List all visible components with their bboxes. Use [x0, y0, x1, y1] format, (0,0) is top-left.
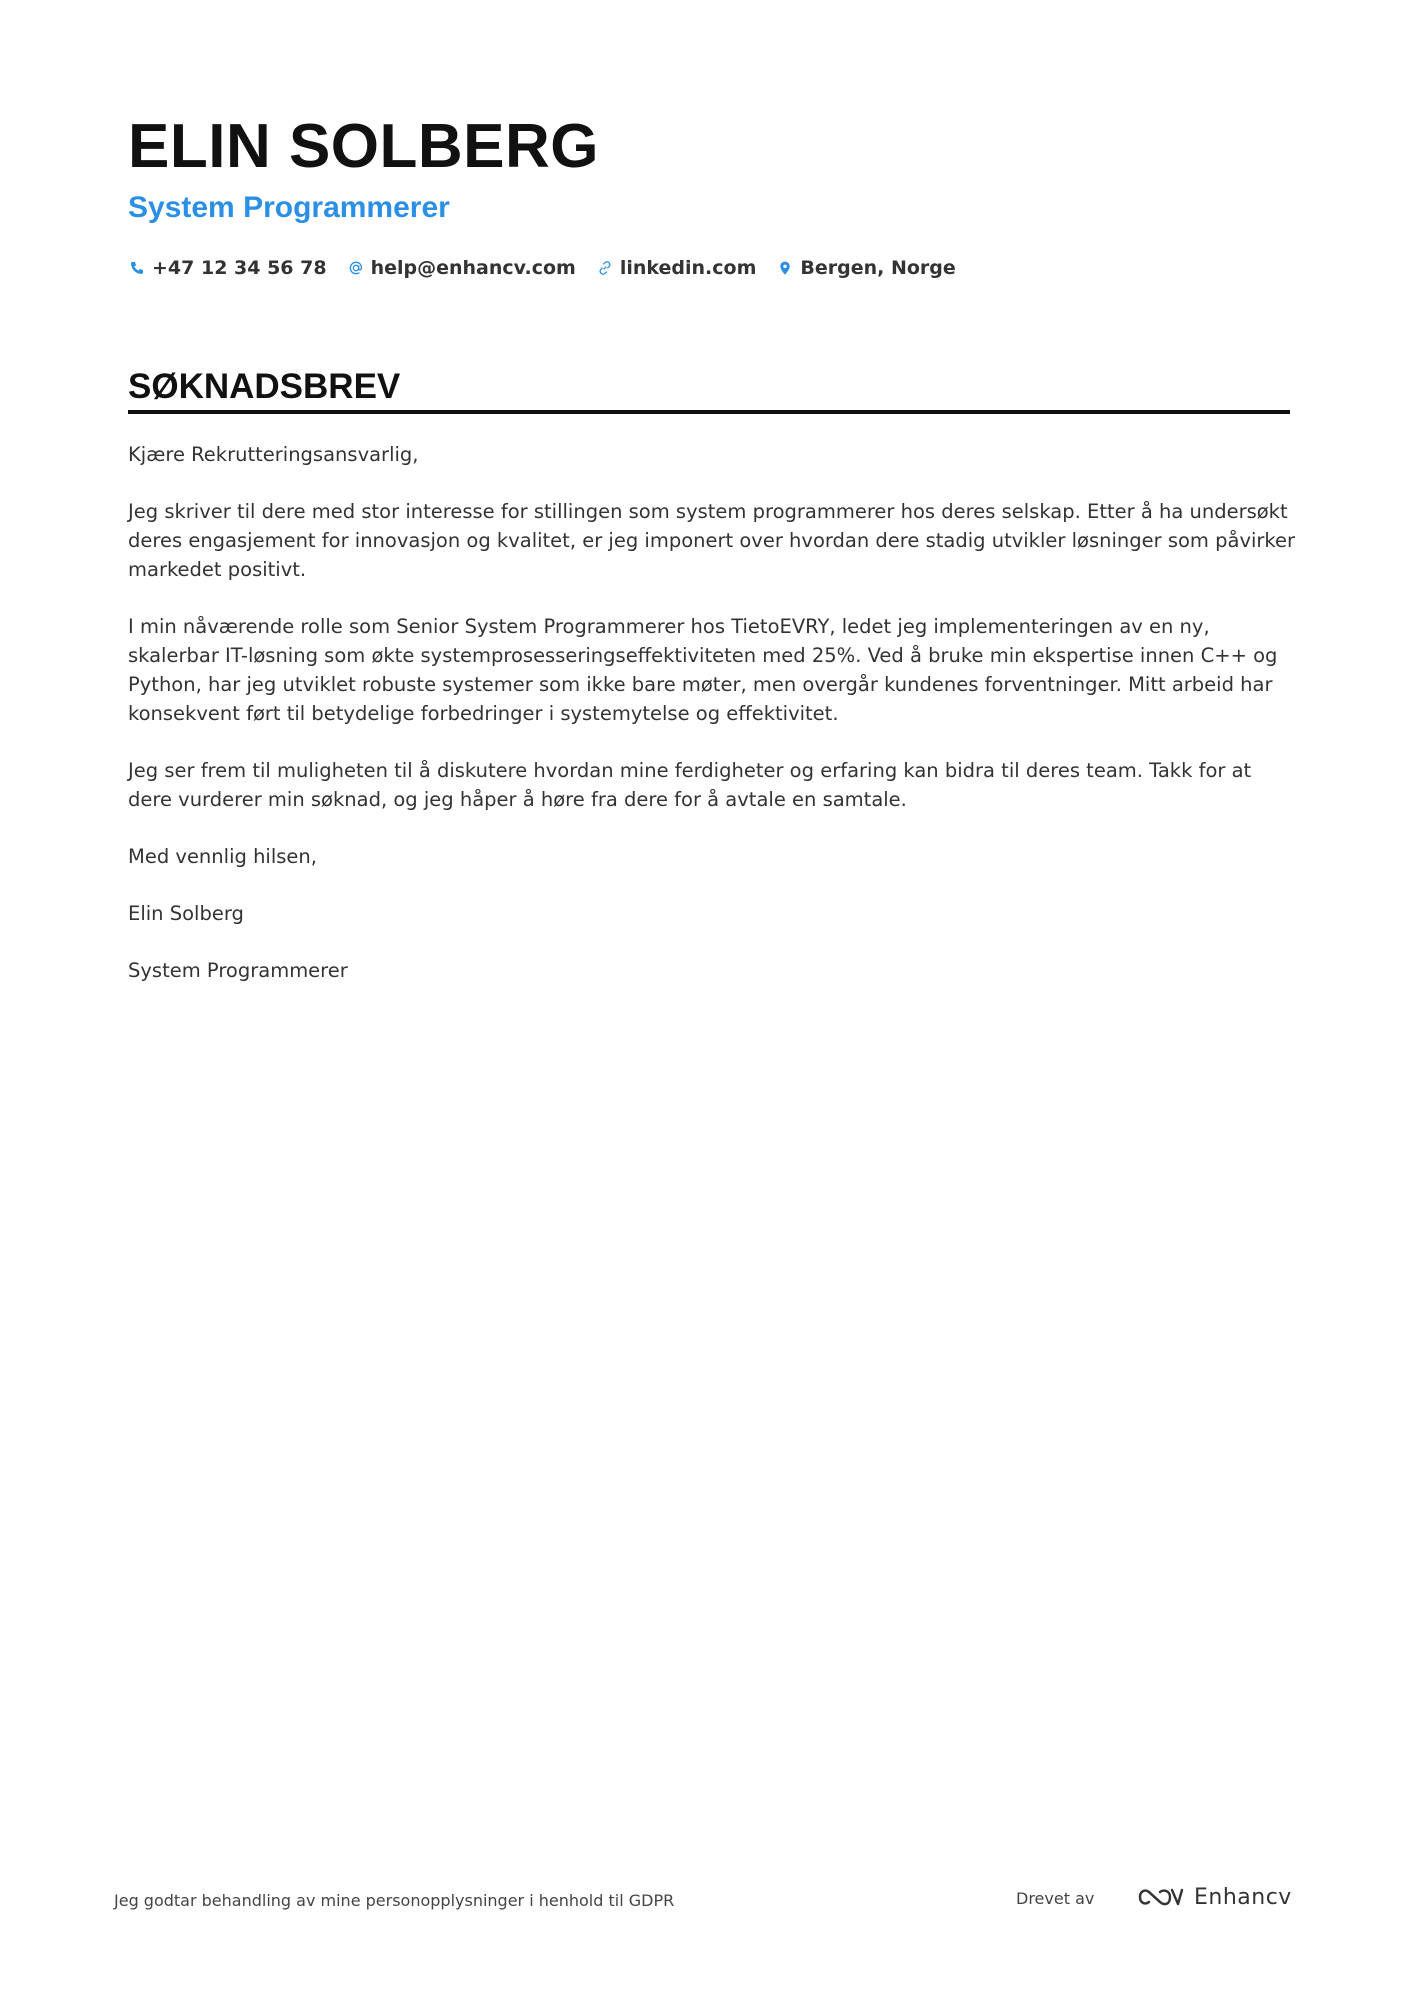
enhancv-logo[interactable] [1136, 1880, 1292, 1914]
applicant-job-title: System Programmerer [128, 191, 450, 224]
section-title: SØKNADSBREV [128, 367, 401, 406]
at-icon [347, 259, 365, 277]
letter-paragraph: Jeg ser frem til muligheten til å diskutere hvordan mine ferdigheter og erfaring kan bidra til deres team. Takk for at dere vurderer min søknad, og jeg håper å høre fra dere for å avtale en samtale. [128, 759, 1252, 811]
applicant-name: ELIN SOLBERG [128, 112, 600, 181]
letter-body [128, 440, 1298, 1013]
powered-by-label: Drevet av [1016, 1889, 1095, 1908]
letter-closing: Med vennlig hilsen, [128, 845, 317, 868]
signature-title: System Programmerer [128, 959, 348, 982]
contact-location [776, 257, 955, 279]
gdpr-consent-note: Jeg godtar behandling av mine personopplysninger i henhold til GDPR [114, 1891, 675, 1910]
contact-location-text: Bergen, Norge [800, 257, 956, 279]
letter-paragraph: I min nåværende rolle som Senior System Programmerer hos TietoEVRY, ledet jeg implementeringen av en ny, skalerbar IT-løsning som økte systemprosesseringseffektiviteten med 25%. Ved å bruke min ekspertise innen C++ og Python, har jeg utviklet robuste systemer som ikke bare møter, men overgår kundenes forventninger. Mitt arbeid har konsekvent ført til betydelige forbedringer i systemytelse og effektivitet. [128, 615, 1278, 725]
contact-linkedin[interactable] [596, 257, 757, 279]
enhancv-brand-name[interactable]: Enhancv [1194, 1884, 1292, 1910]
enhancv-logo-icon [1136, 1883, 1184, 1911]
contact-phone-text: +47 12 34 56 78 [152, 257, 327, 279]
letter-paragraph: Jeg skriver til dere med stor interesse for stillingen som system programmerer hos deres selskap. Etter å ha undersøkt deres engasjement for innovasjon og kvalitet, er jeg imponert over hvordan dere stadig utvikler løsninger som påvirker markedet positivt. [128, 500, 1296, 581]
link-icon [596, 259, 614, 277]
location-pin-icon [776, 259, 794, 277]
section-divider [128, 410, 1290, 414]
contact-email[interactable] [347, 257, 576, 279]
contact-linkedin-text[interactable]: linkedin.com [619, 257, 757, 279]
contact-email-text[interactable]: help@enhancv.com [370, 257, 576, 279]
phone-icon [128, 259, 146, 277]
letter-salutation: Kjære Rekrutteringsansvarlig, [128, 443, 419, 466]
contact-bar [128, 252, 976, 284]
contact-phone [128, 257, 327, 279]
header [128, 112, 1288, 228]
signature-name: Elin Solberg [128, 902, 244, 925]
